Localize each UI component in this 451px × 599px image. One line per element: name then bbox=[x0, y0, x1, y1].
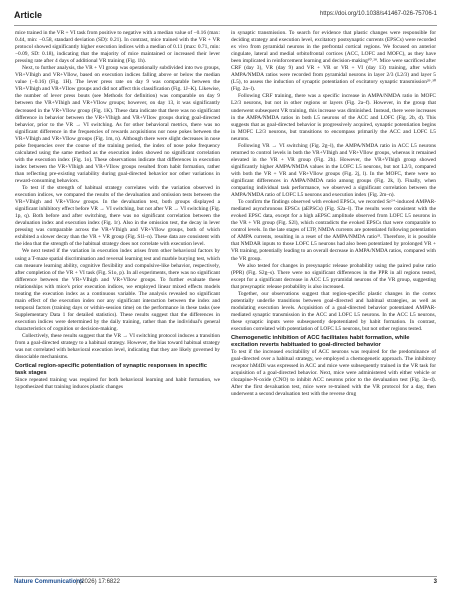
paragraph: in synaptic transmission. To search for evidence that plastic changes were responsible for deciding strategy and execution level, excitatory postsynaptic currents (EPSCs) were recorded ex vivo from pyramidal neurons in the prefrontal cortical regions. We focused on anterior cingulate, lateral and medial orbitofrontal cortices (ACC, LOFC and MOFC), as they have been implicated in reinforcement learning and decision-making¹⁰˒²⁸. Mice were sacrificed after CRF (day 3), VR (day 9) and VR + VR or VR + VI (day 13) training, after which AMPA/NMDA ratios were recorded from pyramidal neurons in layer 2/3 (L2/3) and layer 5 (L5), to assess the induction of synaptic potentiation of excitatory synaptic transmission²⁹˒³⁰ (Fig. 2a–l). bbox=[231, 30, 436, 93]
article-header bbox=[14, 10, 437, 24]
paragraph: We also tested for changes in presynaptic release probability using the paired pulse ratio (PPR) (Fig. S2g–s). There were no significant differences in the PPR in all regions tested, except for a significant decrease in ACC L5 pyramidal neurons of the VR group, suggesting that presynaptic release probability is also increased. bbox=[231, 262, 436, 290]
paragraph: mice trained in the VR + VI task from positive to negative with a median value of −0.16 (max: 0.44, min: −0.58, standard deviation (SD): 0.21). In contrast, mice trained with the VR + VR protocol showed significantly higher execution indices with a median of 0.11 (max: 0.71, min: −0.09, SD: 0.18), indicating that the majority of mice maintained or increased their lever pressing rate after 4 days of additional VR training (Fig. 1h). bbox=[15, 30, 220, 65]
footer-divider bbox=[14, 576, 437, 577]
paragraph: To test if the strength of habitual strategy correlates with the variation observed in execution indices, we compared the results of the devaluation and omission tests between the VR+VIhigh and VR+VIlow groups. In the devaluation test, both groups displayed a significant inhibitory effect before VR → VI switching, but not after VR → VI switching (Fig. 1p, q). Both before and after switching, there was no significant correlation between the devaluation index and execution index (Fig. 1r). Also in the omission test, the decay in lever pressing was comparable across the VR+VIhigh and VR+VIlow groups, both of which exhibited a slower decay than the VR + VR group (Fig. S1l–n). These data are consistent with the idea that the strength of the habitual strategy does not correlate with execution level. bbox=[15, 185, 220, 248]
section-heading: Cortical region-specific potentiation of synaptic responses in specific task stages bbox=[15, 363, 207, 377]
page-footer bbox=[14, 579, 437, 589]
left-column bbox=[15, 30, 220, 391]
article-type-label: Article bbox=[14, 10, 43, 20]
doi-link[interactable]: https://doi.org/10.1038/s41467-026-75706-1 bbox=[319, 11, 437, 17]
paragraph: We next tested if the variation in execution index arises from other behavioral factors by using a T-maze spatial discrimination and reversal learning test and marble burying test, which can measure learning ability, cognitive flexibility and compulsive-like behavior, respectively, after completion of the VR + VI task (Fig. S1o, p). In all experiments, there was no significant difference between the VR+VIhigh and VR+VIlow groups. To further evaluate these relationships with mice's prior execution indices, we employed linear mixed effects models treating the execution index as a continuous variable. The analysis revealed no significant main effect of the execution index nor any significant interaction between the index and temporal factors (training days or within-session time) on the performance in these tasks (see Supplementary Data 1 for detailed statistics). These results suggest that the differences in execution indices were determined by the daily training, rather than the individual's general characteristics of cognition or decision-making. bbox=[15, 248, 220, 332]
section-heading: Chemogenetic inhibition of ACC facilitates habit formation, while excitation reverts habituated to goal-directed behavior bbox=[231, 335, 410, 349]
journal-name: Nature Communications bbox=[14, 579, 84, 585]
header-divider bbox=[14, 25, 437, 26]
page-number: 3 bbox=[433, 579, 437, 585]
paragraph: Following VR → VI switching (Fig. 2g–l), the AMPA/NMDA ratio in ACC L5 neurons returned to control levels in both the VR+VIhigh and VR+VIlow groups, whereas it remained elevated in the VR + VR group (Fig. 2h). However, the VR+VIhigh group showed significantly higher AMPA/NMDA values in the LOFC L5 neurons, but not L2/3, compared with both the VR + VR and VR+VIlow groups (Fig. 2j, l). In the MOFC, there were no significant differences in AMPA/NMDA ratio among groups (Fig. 2k, l). Finally, when comparing individual task performance, we observed a significant correlation between the AMPA/NMDA ratio of LOFC L5 neurons and execution index (Fig. 2m–n). bbox=[231, 142, 436, 199]
paragraph: Since repeated training was required for both behavioral learning and habit formation, we hypothesized that training induces plastic changes bbox=[15, 377, 220, 391]
paragraph: Together, our observations suggest that region-specific plastic changes in the cortex potentially underlie transitions between goal-directed and habitual strategies, as well as modulating execution levels. Acquisition of a goal-directed behavior potentiated AMPAR-mediated synaptic transmission in the ACC and LOFC L5 neurons. In the ACC L5 neurons, these synaptic inputs were subsequently depotentiated by habit formation. In contrast, execution correlated with potentiation of LOFC L5 neurons, but not other regions tested. bbox=[231, 290, 436, 332]
paragraph: To confirm the findings observed with evoked EPSCs, we recorded Sr²⁺-induced AMPAR-mediated asynchronous EPSCs (aEPSCs) (Fig. S2a–l). The results were consistent with the evoked EPSC data, except for a high aEPSC amplitude observed from LOFC L5 neurons in the VR + VR group (Fig. S2l), which contradicts the evoked EPSCs that were comparable to control levels. In the late stages of LTP, NMDA currents are potentiated following potentiation of AMPA currents, resulting in a reset of the AMPA/NMDA ratio³¹. Therefore, it is possible that NMDAR inputs to those LOFC L5 neurons had also been potentiated by prolonged VR + VR training, potentially leading to an overall decrease in AMPA/NMDA ratios, compared with the VR group. bbox=[231, 199, 436, 262]
paragraph: Collectively, these results suggest that the VR → VI switching protocol induces a transition from a goal-directed strategy to a habitual strategy. However, the bias toward habitual strategy was not correlated with behavioral execution level, indicating that they are likely governed by dissociable mechanisms. bbox=[15, 333, 220, 361]
paragraph: Next, to further analysis, the VR + VI group was operationally subdivided into two groups, VR+VIhigh and VR+VIlow, based on execution indices falling above or below the median value (−0.16) (Fig. 1H). The lever press rate on day 9 was comparable between the VR+VIhigh and VR+VIlow groups and did not affect this classification (Fig. 1J–K). Likewise, the number of lever press bouts (see Methods for definition) was comparable on day 9 between the VR+VIhigh and VR+VIlow groups; however, on day 13, it was significantly decreased in the VR+VIlow group (Fig. 1K). These data indicate that there was no significant difference in behavior between the VR+VIhigh and VR+VIlow groups during goal-directed behavior, prior to the VR → VI switching. As for other behavioral metrics, there was no significant difference in the frequencies of rewards acquisitions nor nose pokes between the VR+VIhigh and VR+VIlow groups (Fig. 1m, n). Although there were slight decreases in nose poke frequencies over the course of the training period, the index of nose poke frequency calculated using the same method as the execution index showed no significant correlation with the execution index (Fig. 1o). These observations indicate that differences in execution index between the VR+VIhigh and VR+VIlow groups resulted from habit formation, rather than reflecting pre-existing variability during goal-directed behavior nor other variations in reward-consuming behaviors. bbox=[15, 65, 220, 184]
right-column bbox=[231, 30, 436, 398]
paragraph: To test if the increased excitability of ACC neurons was required for the predominance of goal-directed over a habitual strategy, we employed a chemogenetic approach. The inhibitory receptor hM4Di was expressed in ACC and mice were subsequently trained in the VR task for acquisition of a goal-directed behavior. Next, mice were administered with either vehicle or clozapine-N-oxide (CNO) to inhibit ACC neurons prior to the devaluation test (Fig. 3a–d). After the first devaluation test, mice were re-trained with the VR protocol for a day, then underwent a second devaluation test with the reverse drug bbox=[231, 349, 436, 398]
paragraph: Following CRF training, there was a specific increase in AMPA/NMDA ratio in MOFC L2/3 neurons, but not in other regions or layers (Fig. 2a–f). However, in the group that underwent subsequent VR training, this increase was diminished. Instead, there were increases in the AMPA/NMDA ratios in both L5 neurons of the ACC and LOFC (Fig. 2b, d). This suggests that as goal-directed behavior is progressively acquired, synaptic potentiation begins in MOFC L2/3 neurons, but transitions to encompass primarily the ACC and LOFC L5 neurons. bbox=[231, 93, 436, 142]
citation: | (2026) 17:6822 bbox=[76, 579, 120, 585]
